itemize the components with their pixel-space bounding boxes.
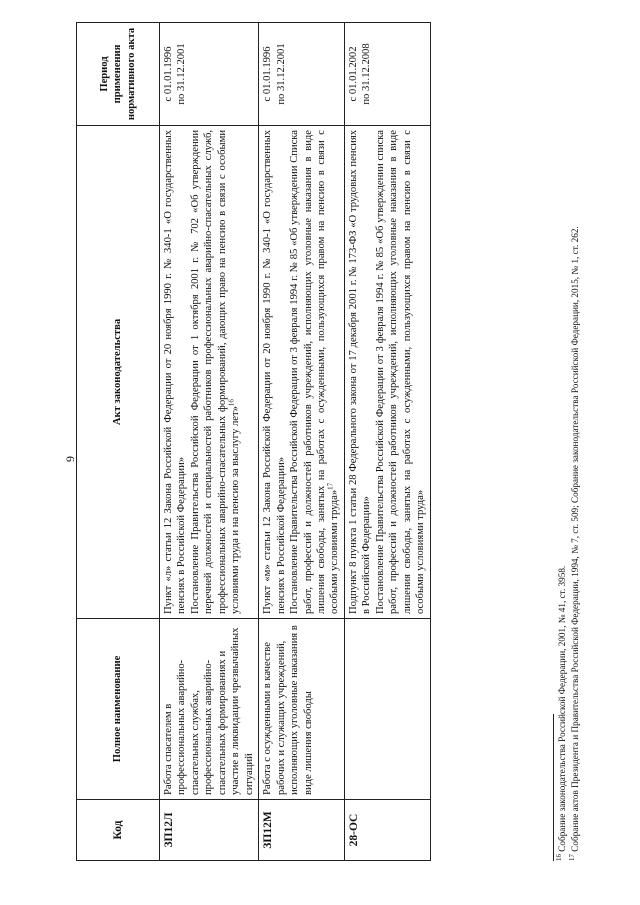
act-paragraph: Пункт «л» статьи 12 Закона Российской Федерации от 20 ноября 1990 г. № 340-1 «О государственных пенсиях в Российской Федерации» (163, 130, 188, 614)
act-text: Постановление Правительства Российской Федерации от 3 февраля 1994 г. № 85 «Об утверждении Списка работ, профессий и должностей работников учреждений, исполняющих уголовные наказания в виде лишения свободы, занятых на работах с осужденными, пользующихся правом на пенсию в связи с особыми условиями труда» (289, 130, 341, 614)
page-number: 9 (63, 456, 77, 462)
legislation-table (76, 22, 431, 861)
period-from: с 01.01.2002 (347, 46, 359, 102)
table-row (344, 23, 430, 861)
act-paragraph (189, 130, 243, 614)
period-from: с 01.01.1996 (262, 46, 274, 102)
footnote-number: 16 (554, 854, 563, 861)
header-act: Акт законодательства (77, 126, 160, 619)
footnote-ref: 16 (227, 399, 236, 407)
table-header-row (77, 23, 160, 861)
row-name: Работа с осужденными в качестве рабочих и служащих учреждений, исполняющих уголовные наказания в виде лишения свободы (259, 619, 345, 800)
table-row (259, 23, 345, 861)
row-act (160, 126, 259, 619)
period-to: по 31.12.2001 (176, 43, 188, 105)
row-code: ЗП12М (259, 800, 345, 861)
period-from: с 01.01.1996 (163, 46, 174, 102)
row-name: Работа спасателем в профессиональных аварийно-спасательных службах, профессиональных аварийно-спасательных формированиях и участие в ликвидации чрезвычайных ситуаций (160, 619, 259, 800)
row-period (160, 23, 259, 126)
act-paragraph (288, 130, 342, 614)
header-period: Период применения нормативного акта (77, 23, 160, 126)
period-to: по 31.12.2001 (275, 43, 287, 105)
act-paragraph: Пункт «м» статьи 12 Закона Российской Федерации от 20 ноября 1990 г. № 340-1 «О государственных пенсиях в Российской Федерации» (262, 130, 287, 614)
footnote-text: Собрание актов Президента и Правительства Российской Федерации, 1994, № 7, ст. 509; Собрание законодательства Российской Федерации, 2015, № 1, ст. 262. (570, 226, 580, 852)
footnote-text: Собрание законодательства Российской Федерации, 2001, № 41, ст. 3958. (557, 565, 567, 852)
period-to: по 31.12.2008 (361, 43, 373, 105)
footnote (554, 565, 568, 861)
row-act (259, 126, 345, 619)
footnote-divider (553, 714, 554, 861)
footnote-ref: 17 (326, 482, 335, 490)
header-code: Код (77, 800, 160, 861)
header-name: Полное наименование (77, 619, 160, 800)
footnote-number: 17 (567, 854, 576, 861)
act-paragraph: Подпункт 8 пункта 1 статьи 28 Федерального закона от 17 декабря 2001 г. № 173-ФЗ «О трудовых пенсиях в Российской Федерации» (347, 130, 373, 614)
row-act (344, 126, 430, 619)
footnote (567, 226, 581, 861)
row-name (344, 619, 430, 800)
table-row (160, 23, 259, 861)
row-code: 28-ОС (344, 800, 430, 861)
act-text: Постановление Правительства Российской Федерации от 1 октября 2001 г. № 702 «Об утверждении перечней должностей и специальностей работников профессиональных аварийно-спасательных служб, профессиональных аварийно-спасательных формирований, дающих право на пенсию в связи с особыми условиями труда и на пенсию за выслугу лет» (189, 130, 242, 614)
row-period (344, 23, 430, 126)
row-period (259, 23, 345, 126)
act-paragraph: Постановление Правительства Российской Федерации от 3 февраля 1994 г. № 85 «Об утверждении списка работ, профессий и должностей работников учреждений, исполняющих уголовные наказания в виде лишения свободы, занятых на работах с осужденными, пользующихся правом на пенсию в связи с особыми условиями труда» (374, 130, 427, 614)
row-code: ЗП12Л (160, 800, 259, 861)
